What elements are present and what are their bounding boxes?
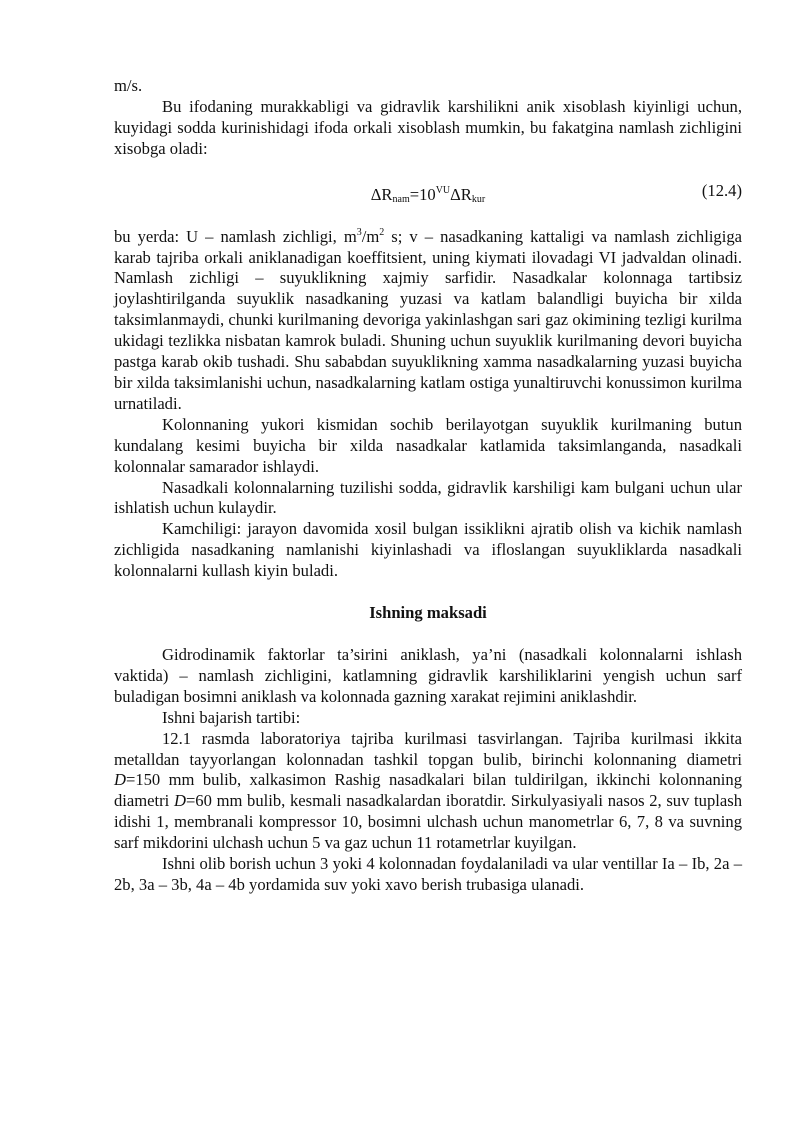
formula-subscript-1: nam: [392, 193, 410, 205]
formula-exponent: VU: [435, 184, 451, 196]
paragraph-definitions: [114, 223, 742, 415]
section-heading: Ishning maksadi: [369, 603, 487, 623]
formula-12-4: [114, 180, 742, 205]
paragraph-column-operation: Kolonnaning yukori kismidan sochib berilayotgan suyuklik kurilmaning butun kundalang kesimi buyicha bir xilda nasadkalar katlamida taksimlanganda, nasadkali kolonnalar samarador ishlaydi.: [114, 414, 742, 476]
definitions-text-c: s; v – nasadkaning kattaligi va namlash zichligiga karab tajriba orkali aniklanadigan koeffitsient, uning kiymati ilovadagi VI jadvaldan olinadi. Namlash zichligi – suyuklikning xajmiy sarfidir. Nasadkalar kolonnaga tartibsiz joylashtirilganda suyuklik nasadkaning yuzasi va katlam balandligi buyicha bir xilda taksimlanmaydi, chunki kurilmaning devoriga yakinlashgan sari gaz okimining tezligi kurilma ukidagi tezlikka nisbatan kamrok buladi. Shuning uchun suyuklik kurilmaning devori buyicha pastga karab okib tushadi. Shu sababdan suyuklikning xamma nasadkalarning yuzasi buyicha bir xilda taksimlanishi uchun, nasadkalarning katlam ostiga yunaltiruvchi konussimon kurilma urnatiladi.: [114, 226, 742, 413]
paragraph-disadvantages: Kamchiligi: jarayon davomida xosil bulgan issiklikni ajratib olish va kichik namlash zichligida nasadkaning namlanishi kiyinlashadi va ifloslangan suyukliklarda nasadkali kolonnalarni kullash kiyin buladi.: [114, 519, 742, 581]
formula-expression: [114, 181, 742, 211]
definitions-text-b: /m: [361, 226, 380, 246]
paragraph-apparatus: [114, 729, 742, 854]
paragraph-procedure-title: Ishni bajarish tartibi:: [162, 707, 301, 727]
diameter-symbol-2: D: [173, 791, 186, 811]
apparatus-text-b: =150 mm bulib, xalkasimon Rashig nasadkalari bilan tuldirilgan, ikkinchi kolonnaning diametri: [114, 770, 742, 811]
formula-delta-2: ΔR: [450, 184, 472, 204]
superscript-2: 2: [379, 226, 385, 238]
paragraph-valves: Ishni olib borish uchun 3 yoki 4 kolonnadan foydalaniladi va ular ventillar Ia – Ib, 2a – 2b, 3a – 3b, 4a – 4b yordamida suv yoki xavo berish trubasiga ulanadi.: [114, 854, 742, 894]
definitions-text-a: bu yerda: U – namlash zichligi, m: [114, 226, 357, 246]
continuation-line: m/s.: [114, 76, 143, 95]
formula-number: (12.4): [701, 180, 742, 200]
formula-delta-1: ΔR: [370, 184, 393, 204]
paragraph-objective: Gidrodinamik faktorlar ta’sirini aniklash, ya’ni (nasadkali kolonnalarni ishlash vaktida) – namlash zichligini, katlamning gidravlik karshiliklarini yengish uchun sarf buladigan bosimni aniklash va kolonnada gazning xarakat rejimini aniklashdir.: [114, 645, 742, 706]
apparatus-text-a: 12.1 rasmda laboratoriya tajriba kurilmasi tasvirlangan. Tajriba kurilmasi ikkita metalldan tayyorlangan kolonnadan tashkil topgan bulib, birinchi kolonnaning diametri: [114, 728, 742, 769]
apparatus-text-c: =60 mm bulib, kesmali nasadkalardan iboratdir. Sirkulyasiyali nasos 2, suv tuplash idishi 1, membranali kompressor 10, bosimni ulchash uchun manometrlar 6, 7, 8 va suvning sarf mikdorini ulchash uchun 5 va gaz uchun 11 rotametrlar kuyilgan.: [114, 791, 742, 853]
superscript-3: 3: [356, 226, 362, 238]
paragraph-advantages: Nasadkali kolonnalarning tuzilishi sodda, gidravlik karshiligi kam bulgani uchun ular ishlatish uchun kulaydir.: [114, 477, 742, 518]
formula-subscript-2: kur: [471, 193, 486, 205]
document-page: [114, 76, 742, 896]
paragraph-formula-intro: Bu ifodaning murakkabligi va gidravlik karshilikni anik xisoblash kiyinligi uchun, kuyidagi sodda kurinishidagi ifoda orkali xisoblash mumkin, bu fakatgina namlash zichligini xisobga oladi:: [114, 96, 742, 158]
formula-equals: =10: [409, 184, 436, 204]
diameter-symbol-1: D: [114, 770, 126, 790]
